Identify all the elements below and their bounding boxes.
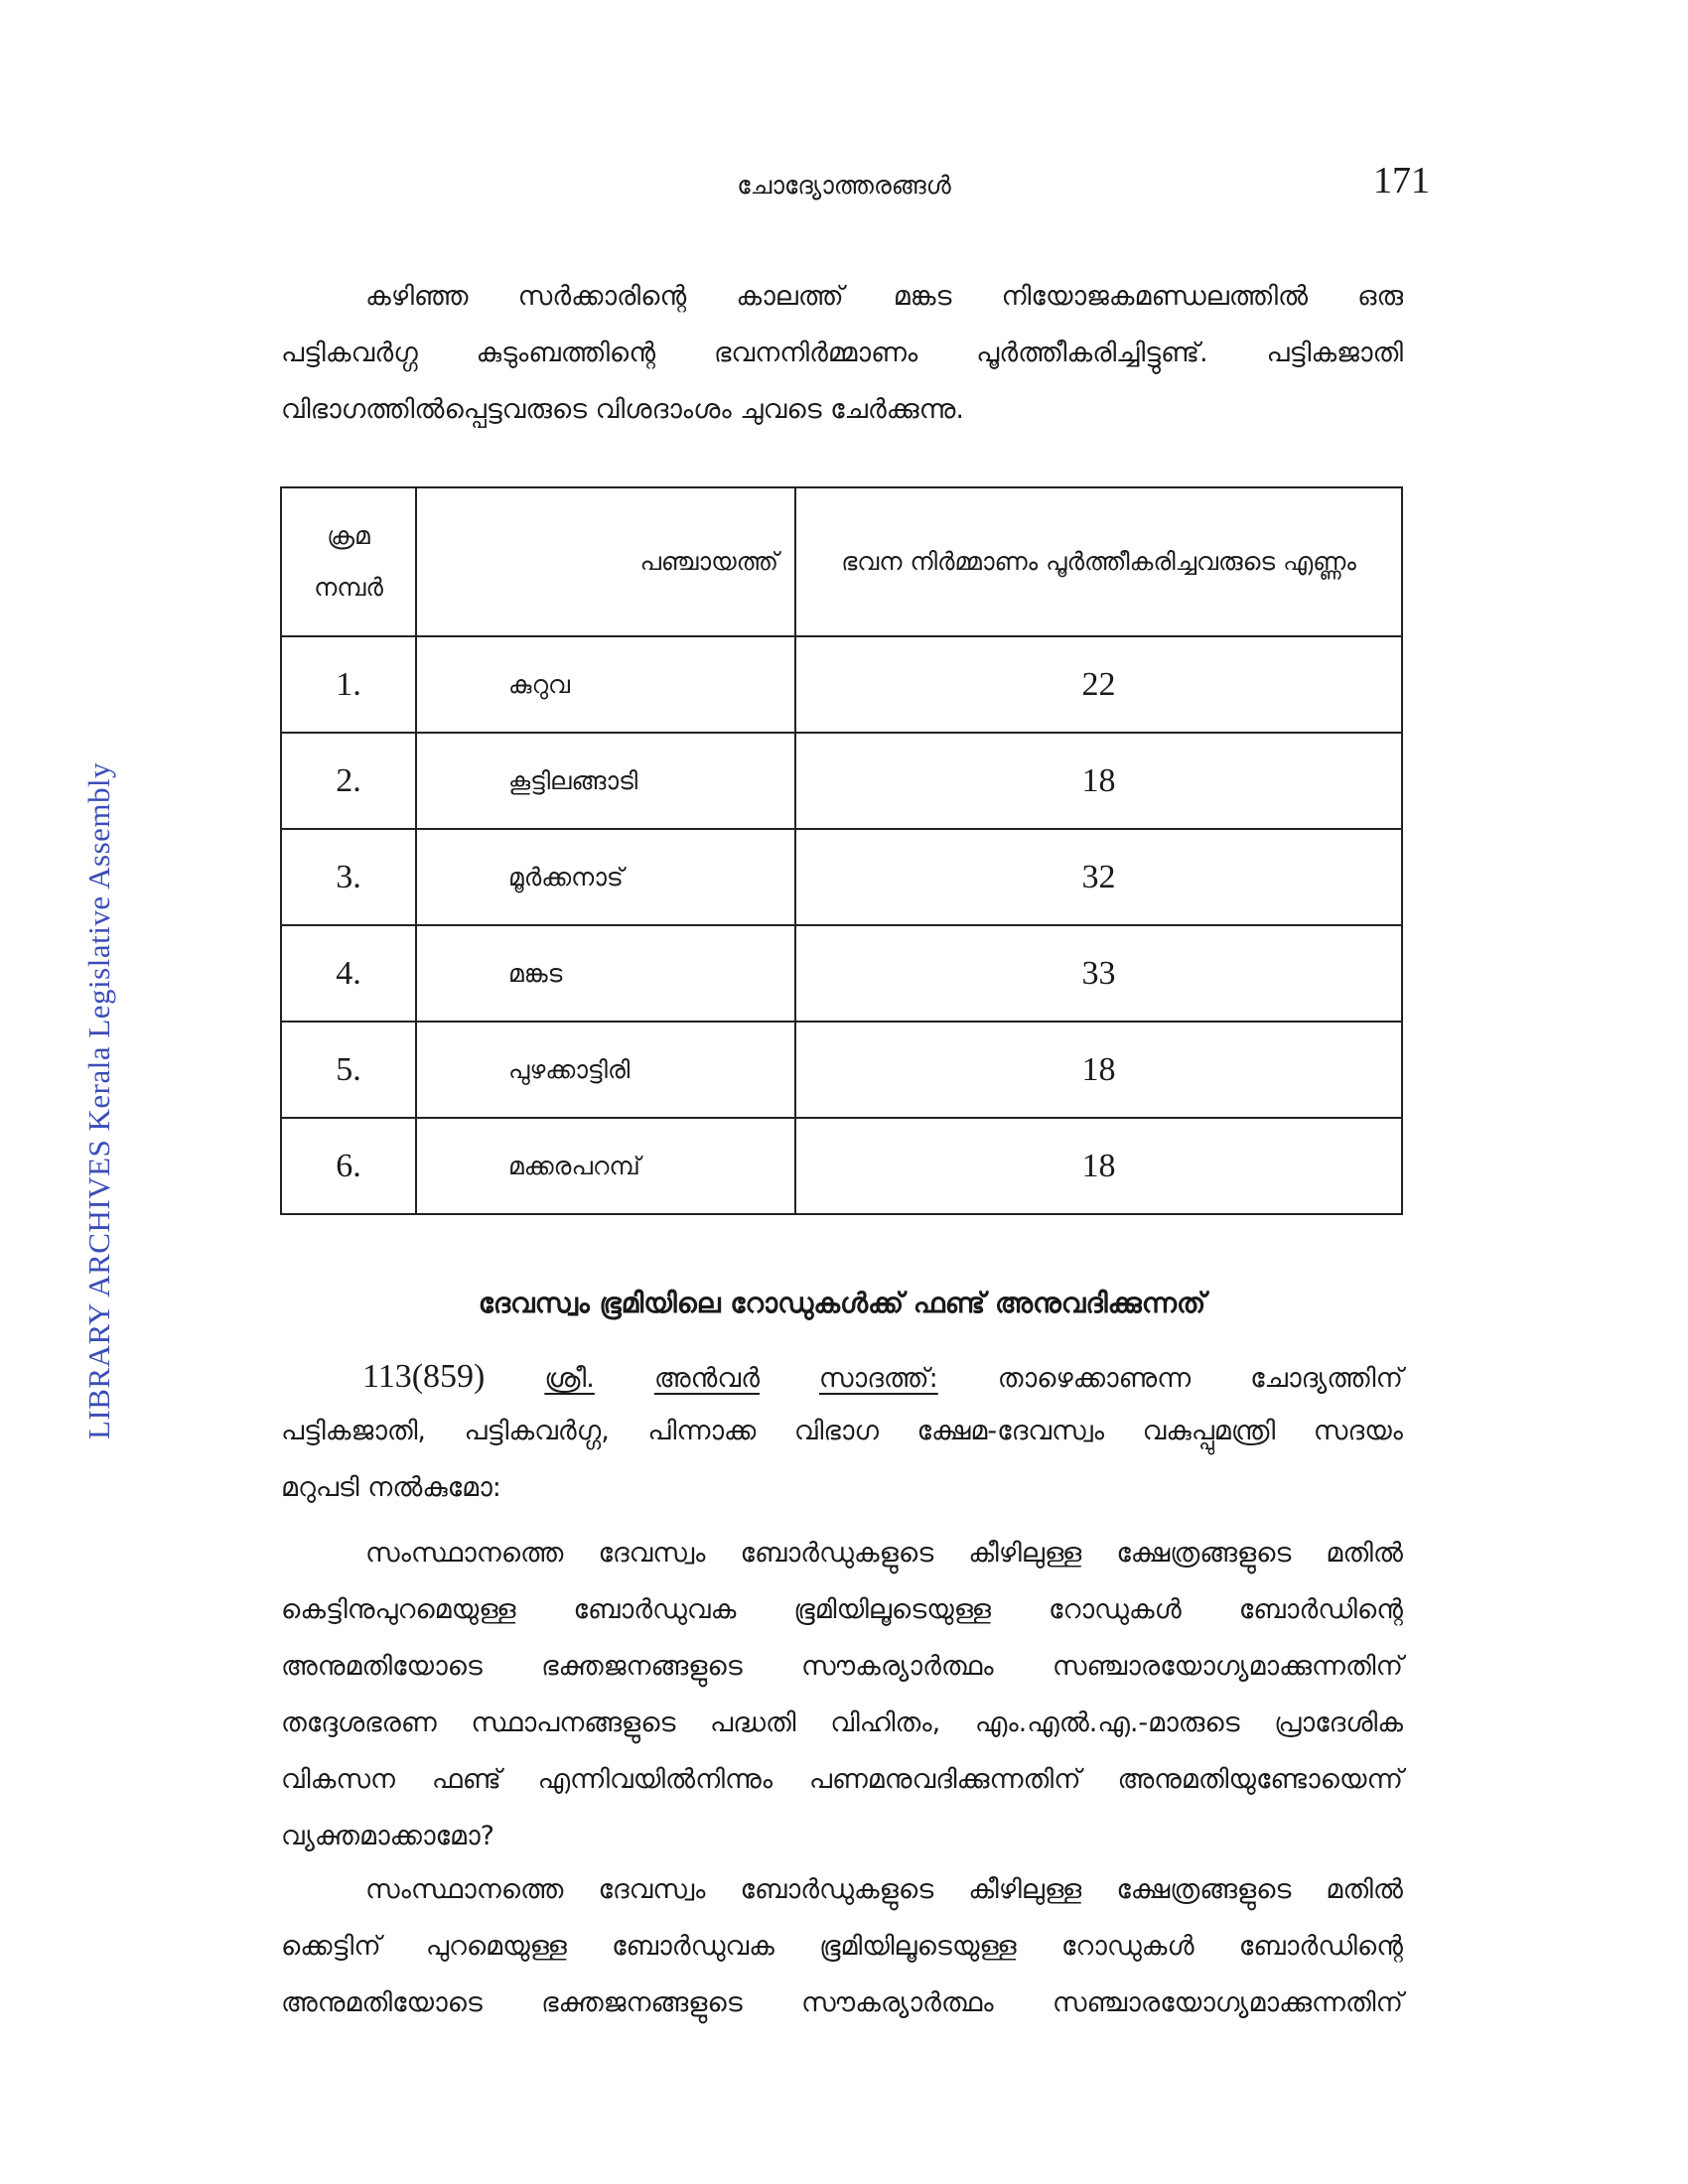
row-count: 18	[795, 1118, 1402, 1214]
question-line: അനുമതിയോടെ ഭക്തജനങ്ങളുടെ സൗകര്യാർത്ഥം സഞ്ചാരയോഗ്യമാക്കുന്നതിന്	[281, 1651, 1403, 1682]
table-row	[281, 925, 1402, 1022]
question-line: സംസ്ഥാനത്തെ ദേവസ്വം ബോർഡുകളുടെ കീഴിലുള്ള ക്ഷേത്രങ്ങളുടെ മതിൽ	[365, 1538, 1403, 1569]
answer-line: അനുമതിയോടെ ഭക്തജനങ്ങളുടെ സൗകര്യാർത്ഥം സഞ്ചാരയോഗ്യമാക്കുന്നതിന്	[281, 1987, 1403, 2018]
table-row	[281, 1022, 1402, 1118]
row-count: 18	[795, 733, 1402, 829]
member-first-name: അൻവർ	[653, 1363, 760, 1394]
answer-line: സംസ്ഥാനത്തെ ദേവസ്വം ബോർഡുകളുടെ കീഴിലുള്ള ക്ഷേത്രങ്ങളുടെ മതിൽ	[365, 1874, 1403, 1905]
header-count: ഭവന നിർമ്മാണം പൂർത്തീകരിച്ചവരുടെ എണ്ണം	[795, 487, 1402, 636]
member-last-name: സാദത്ത്:	[818, 1363, 938, 1394]
question-line: തദ്ദേശഭരണ സ്ഥാപനങ്ങളുടെ പദ്ധതി വിഹിതം, എം.എൽ.എ.-മാരുടെ പ്രാദേശിക	[281, 1707, 1403, 1738]
intro-paragraph	[281, 268, 1403, 438]
row-panchayat: മങ്കട	[416, 925, 795, 1022]
table-row	[281, 829, 1402, 925]
row-panchayat: പുഴക്കാട്ടിരി	[416, 1022, 795, 1118]
header-serial-line2: നമ്പർ	[314, 573, 383, 602]
page-number: 171	[1373, 160, 1430, 202]
question-line: വ്യക്തമാക്കാമോ?	[281, 1821, 494, 1851]
row-panchayat: കൂട്ടിലങ്ങാടി	[416, 733, 795, 829]
row-count: 22	[795, 636, 1402, 733]
row-number: 2.	[281, 733, 416, 829]
row-number: 4.	[281, 925, 416, 1022]
archive-watermark: LIBRARY ARCHIVES Kerala Legislative Assembly	[81, 761, 116, 1439]
section-heading: ദേവസ്വം ഭൂമിയിലെ റോഡുകൾക്ക് ഫണ്ട് അനുവദിക്കുന്നത്	[478, 1287, 1206, 1319]
row-number: 1.	[281, 636, 416, 733]
row-panchayat: മക്കരപറമ്പ്	[416, 1118, 795, 1214]
question-header-line	[362, 1358, 1403, 1396]
row-panchayat: മൂർക്കനാട്	[416, 829, 795, 925]
question-word: ചോദ്യത്തിന്	[1250, 1363, 1403, 1394]
header-serial-line1: ക്രമ	[327, 521, 370, 550]
question-intro-line: പട്ടികജാതി, പട്ടികവർഗ്ഗ, പിന്നാക്ക വിഭാഗ ക്ഷേമ-ദേവസ്വം വകുപ്പുമന്ത്രി സദയം	[281, 1416, 1403, 1446]
question-number: 113(859)	[362, 1358, 486, 1395]
question-line: വികസന ഫണ്ട് എന്നിവയിൽനിന്നും പണമനുവദിക്കുന്നതിന് അനുമതിയുണ്ടോയെന്ന്	[281, 1764, 1403, 1795]
row-count: 18	[795, 1022, 1402, 1118]
answer-line: ക്കെട്ടിന് പുറമെയുള്ള ബോർഡുവക ഭൂമിയിലൂടെയുള്ള റോഡുകൾ ബോർഡിന്റെ	[281, 1931, 1403, 1962]
row-number: 5.	[281, 1022, 416, 1118]
row-number: 3.	[281, 829, 416, 925]
row-number: 6.	[281, 1118, 416, 1214]
intro-line: വിഭാഗത്തിൽപ്പെട്ടവരുടെ വിശദാംശം ചുവടെ ചേർക്കുന്നു.	[281, 394, 964, 425]
table-row	[281, 636, 1402, 733]
row-count: 33	[795, 925, 1402, 1022]
intro-line: കഴിഞ്ഞ സർക്കാരിന്റെ കാലത്ത് മങ്കട നിയോജകമണ്ഡലത്തിൽ ഒരു	[365, 281, 1403, 312]
question-line: കെട്ടിനുപുറമെയുള്ള ബോർഡുവക ഭൂമിയിലൂടെയുള്ള റോഡുകൾ ബോർഡിന്റെ	[281, 1594, 1403, 1625]
row-count: 32	[795, 829, 1402, 925]
table-row	[281, 733, 1402, 829]
running-header: ചോദ്യോത്തരങ്ങൾ	[737, 171, 951, 200]
table-row	[281, 1118, 1402, 1214]
question-intro-line: മറുപടി നൽകുമോ:	[281, 1472, 501, 1503]
header-serial	[281, 487, 416, 636]
answer-body	[281, 1861, 1403, 2031]
question-body	[281, 1525, 1403, 1864]
intro-line: പട്ടികവർഗ്ഗ കുടുംബത്തിന്റെ ഭവനനിർമ്മാണം പൂർത്തീകരിച്ചിട്ടുണ്ട്. പട്ടികജാതി	[281, 338, 1403, 368]
header-panchayat: പഞ്ചായത്ത്	[416, 487, 795, 636]
housing-table	[280, 486, 1403, 1215]
member-prefix: ശ്രീ.	[544, 1363, 595, 1394]
question-word: താഴെക്കാണുന്ന	[997, 1363, 1192, 1394]
table-header-row	[281, 487, 1402, 636]
question-intro	[281, 1403, 1403, 1516]
row-panchayat: കുറുവ	[416, 636, 795, 733]
